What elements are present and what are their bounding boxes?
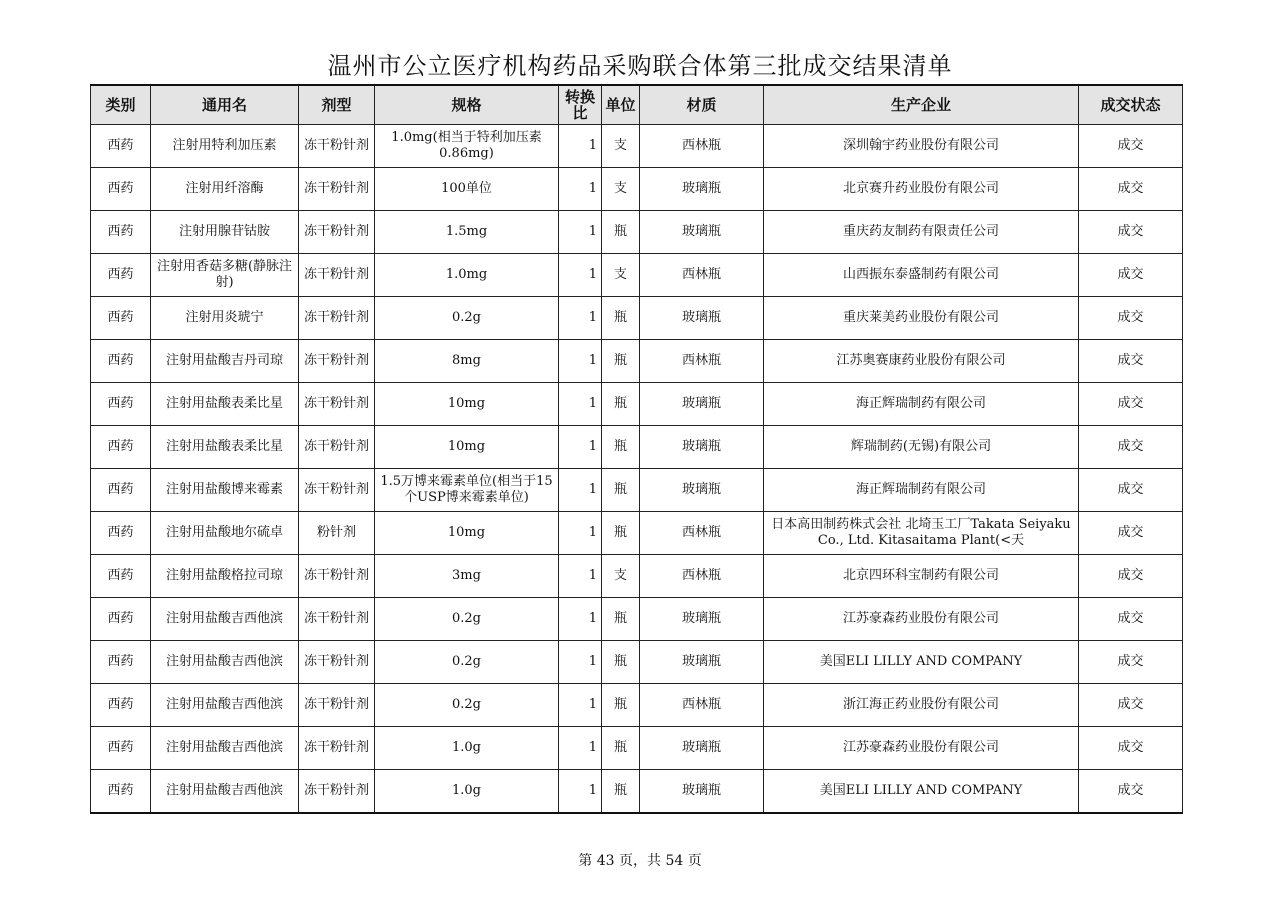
cell-category: 西药 [91, 383, 151, 426]
table-row [91, 168, 1183, 211]
cell-form: 冻干粉针剂 [299, 211, 375, 254]
cell-form: 冻干粉针剂 [299, 555, 375, 598]
cell-status: 成交 [1079, 684, 1183, 727]
cell-spec: 0.2g [375, 684, 559, 727]
cell-spec: 1.0mg [375, 254, 559, 297]
cell-category: 西药 [91, 469, 151, 512]
cell-status: 成交 [1079, 211, 1183, 254]
cell-form: 冻干粉针剂 [299, 426, 375, 469]
cell-company: 美国ELI LILLY AND COMPANY [764, 641, 1079, 684]
cell-ratio: 1 [559, 641, 602, 684]
cell-ratio: 1 [559, 469, 602, 512]
table-row [91, 469, 1183, 512]
cell-form: 冻干粉针剂 [299, 469, 375, 512]
cell-unit: 支 [602, 555, 640, 598]
cell-category: 西药 [91, 340, 151, 383]
cell-material: 玻璃瓶 [640, 598, 764, 641]
cell-spec: 100单位 [375, 168, 559, 211]
cell-material: 西林瓶 [640, 340, 764, 383]
cell-category: 西药 [91, 168, 151, 211]
cell-company: 深圳翰宇药业股份有限公司 [764, 125, 1079, 168]
cell-name: 注射用腺苷钴胺 [151, 211, 299, 254]
cell-name: 注射用香菇多糖(静脉注射) [151, 254, 299, 297]
results-table [90, 84, 1183, 814]
cell-material: 西林瓶 [640, 125, 764, 168]
cell-status: 成交 [1079, 125, 1183, 168]
cell-ratio: 1 [559, 555, 602, 598]
page-title: 温州市公立医疗机构药品采购联合体第三批成交结果清单 [327, 52, 953, 80]
cell-form: 冻干粉针剂 [299, 340, 375, 383]
cell-ratio: 1 [559, 598, 602, 641]
col-header-form: 剂型 [299, 85, 375, 125]
cell-status: 成交 [1079, 727, 1183, 770]
cell-material: 西林瓶 [640, 555, 764, 598]
cell-company: 江苏豪森药业股份有限公司 [764, 727, 1079, 770]
cell-status: 成交 [1079, 598, 1183, 641]
col-header-unit: 单位 [602, 85, 640, 125]
cell-unit: 瓶 [602, 641, 640, 684]
cell-name: 注射用盐酸地尔硫卓 [151, 512, 299, 555]
cell-material: 玻璃瓶 [640, 770, 764, 814]
cell-spec: 0.2g [375, 641, 559, 684]
cell-name: 注射用盐酸表柔比星 [151, 383, 299, 426]
cell-company: 美国ELI LILLY AND COMPANY [764, 770, 1079, 814]
cell-ratio: 1 [559, 684, 602, 727]
cell-category: 西药 [91, 297, 151, 340]
cell-spec: 1.5万博来霉素单位(相当于15个USP博来霉素单位) [375, 469, 559, 512]
cell-form: 冻干粉针剂 [299, 641, 375, 684]
table-row [91, 598, 1183, 641]
cell-name: 注射用盐酸表柔比星 [151, 426, 299, 469]
cell-unit: 支 [602, 168, 640, 211]
cell-name: 注射用盐酸格拉司琼 [151, 555, 299, 598]
cell-status: 成交 [1079, 340, 1183, 383]
cell-spec: 8mg [375, 340, 559, 383]
cell-status: 成交 [1079, 469, 1183, 512]
table-body [91, 125, 1183, 814]
table-row [91, 684, 1183, 727]
cell-status: 成交 [1079, 168, 1183, 211]
cell-ratio: 1 [559, 125, 602, 168]
cell-material: 玻璃瓶 [640, 383, 764, 426]
table-row [91, 426, 1183, 469]
table-row [91, 125, 1183, 168]
cell-status: 成交 [1079, 770, 1183, 814]
cell-spec: 1.0g [375, 727, 559, 770]
cell-material: 西林瓶 [640, 512, 764, 555]
cell-material: 玻璃瓶 [640, 426, 764, 469]
cell-category: 西药 [91, 727, 151, 770]
cell-company: 江苏奥赛康药业股份有限公司 [764, 340, 1079, 383]
cell-status: 成交 [1079, 383, 1183, 426]
table-row [91, 512, 1183, 555]
cell-spec: 0.2g [375, 297, 559, 340]
cell-name: 注射用盐酸吉丹司琼 [151, 340, 299, 383]
cell-name: 注射用盐酸吉西他滨 [151, 727, 299, 770]
cell-unit: 支 [602, 125, 640, 168]
cell-ratio: 1 [559, 340, 602, 383]
table-row [91, 727, 1183, 770]
cell-spec: 10mg [375, 426, 559, 469]
cell-spec: 0.2g [375, 598, 559, 641]
table-row [91, 641, 1183, 684]
cell-spec: 10mg [375, 383, 559, 426]
cell-material: 玻璃瓶 [640, 469, 764, 512]
cell-spec: 1.5mg [375, 211, 559, 254]
cell-material: 西林瓶 [640, 254, 764, 297]
cell-name: 注射用盐酸吉西他滨 [151, 770, 299, 814]
cell-form: 冻干粉针剂 [299, 770, 375, 814]
cell-unit: 瓶 [602, 211, 640, 254]
cell-unit: 瓶 [602, 469, 640, 512]
cell-category: 西药 [91, 512, 151, 555]
cell-material: 玻璃瓶 [640, 211, 764, 254]
table-row [91, 770, 1183, 814]
cell-form: 冻干粉针剂 [299, 297, 375, 340]
cell-category: 西药 [91, 254, 151, 297]
cell-form: 冻干粉针剂 [299, 684, 375, 727]
cell-unit: 支 [602, 254, 640, 297]
cell-name: 注射用盐酸吉西他滨 [151, 641, 299, 684]
cell-ratio: 1 [559, 727, 602, 770]
cell-unit: 瓶 [602, 598, 640, 641]
cell-spec: 10mg [375, 512, 559, 555]
cell-name: 注射用盐酸博来霉素 [151, 469, 299, 512]
cell-company: 辉瑞制药(无锡)有限公司 [764, 426, 1079, 469]
cell-company: 浙江海正药业股份有限公司 [764, 684, 1079, 727]
cell-form: 冻干粉针剂 [299, 168, 375, 211]
cell-material: 西林瓶 [640, 684, 764, 727]
col-header-status: 成交状态 [1079, 85, 1183, 125]
cell-company: 江苏豪森药业股份有限公司 [764, 598, 1079, 641]
cell-category: 西药 [91, 684, 151, 727]
cell-status: 成交 [1079, 555, 1183, 598]
cell-spec: 1.0g [375, 770, 559, 814]
cell-company: 海正辉瑞制药有限公司 [764, 469, 1079, 512]
cell-unit: 瓶 [602, 512, 640, 555]
cell-material: 玻璃瓶 [640, 168, 764, 211]
col-header-name: 通用名 [151, 85, 299, 125]
cell-status: 成交 [1079, 297, 1183, 340]
table-row [91, 254, 1183, 297]
cell-company: 北京赛升药业股份有限公司 [764, 168, 1079, 211]
cell-category: 西药 [91, 641, 151, 684]
table-row [91, 555, 1183, 598]
cell-company: 重庆莱美药业股份有限公司 [764, 297, 1079, 340]
cell-material: 玻璃瓶 [640, 297, 764, 340]
table-row [91, 211, 1183, 254]
table-header-row [91, 85, 1183, 125]
cell-ratio: 1 [559, 770, 602, 814]
cell-name: 注射用特利加压素 [151, 125, 299, 168]
cell-company: 重庆药友制药有限责任公司 [764, 211, 1079, 254]
cell-ratio: 1 [559, 211, 602, 254]
table-row [91, 340, 1183, 383]
cell-form: 冻干粉针剂 [299, 598, 375, 641]
cell-form: 冻干粉针剂 [299, 383, 375, 426]
col-header-company: 生产企业 [764, 85, 1079, 125]
cell-status: 成交 [1079, 512, 1183, 555]
cell-ratio: 1 [559, 512, 602, 555]
cell-unit: 瓶 [602, 340, 640, 383]
cell-form: 粉针剂 [299, 512, 375, 555]
col-header-category: 类别 [91, 85, 151, 125]
cell-unit: 瓶 [602, 684, 640, 727]
cell-status: 成交 [1079, 254, 1183, 297]
col-header-material: 材质 [640, 85, 764, 125]
cell-spec: 1.0mg(相当于特利加压素0.86mg) [375, 125, 559, 168]
cell-category: 西药 [91, 598, 151, 641]
cell-unit: 瓶 [602, 770, 640, 814]
cell-status: 成交 [1079, 426, 1183, 469]
cell-category: 西药 [91, 125, 151, 168]
cell-name: 注射用盐酸吉西他滨 [151, 598, 299, 641]
cell-unit: 瓶 [602, 297, 640, 340]
cell-name: 注射用纤溶酶 [151, 168, 299, 211]
cell-unit: 瓶 [602, 383, 640, 426]
cell-company: 海正辉瑞制药有限公司 [764, 383, 1079, 426]
page-footer: 第 43 页，共 54 页 [578, 853, 702, 869]
cell-form: 冻干粉针剂 [299, 254, 375, 297]
cell-material: 玻璃瓶 [640, 641, 764, 684]
cell-category: 西药 [91, 211, 151, 254]
col-header-spec: 规格 [375, 85, 559, 125]
cell-material: 玻璃瓶 [640, 727, 764, 770]
cell-ratio: 1 [559, 426, 602, 469]
cell-company: 日本高田制药株式会社 北埼玉工厂Takata Seiyaku Co., Ltd. Kitasaitama Plant(<天 [764, 512, 1079, 555]
col-header-ratio: 转换比 [559, 85, 602, 125]
cell-status: 成交 [1079, 641, 1183, 684]
cell-form: 冻干粉针剂 [299, 727, 375, 770]
cell-form: 冻干粉针剂 [299, 125, 375, 168]
cell-spec: 3mg [375, 555, 559, 598]
cell-name: 注射用盐酸吉西他滨 [151, 684, 299, 727]
cell-unit: 瓶 [602, 426, 640, 469]
cell-ratio: 1 [559, 383, 602, 426]
cell-name: 注射用炎琥宁 [151, 297, 299, 340]
cell-ratio: 1 [559, 254, 602, 297]
cell-company: 山西振东泰盛制药有限公司 [764, 254, 1079, 297]
cell-ratio: 1 [559, 168, 602, 211]
cell-category: 西药 [91, 555, 151, 598]
cell-category: 西药 [91, 426, 151, 469]
cell-category: 西药 [91, 770, 151, 814]
cell-unit: 瓶 [602, 727, 640, 770]
table-row [91, 297, 1183, 340]
cell-company: 北京四环科宝制药有限公司 [764, 555, 1079, 598]
table-row [91, 383, 1183, 426]
cell-ratio: 1 [559, 297, 602, 340]
